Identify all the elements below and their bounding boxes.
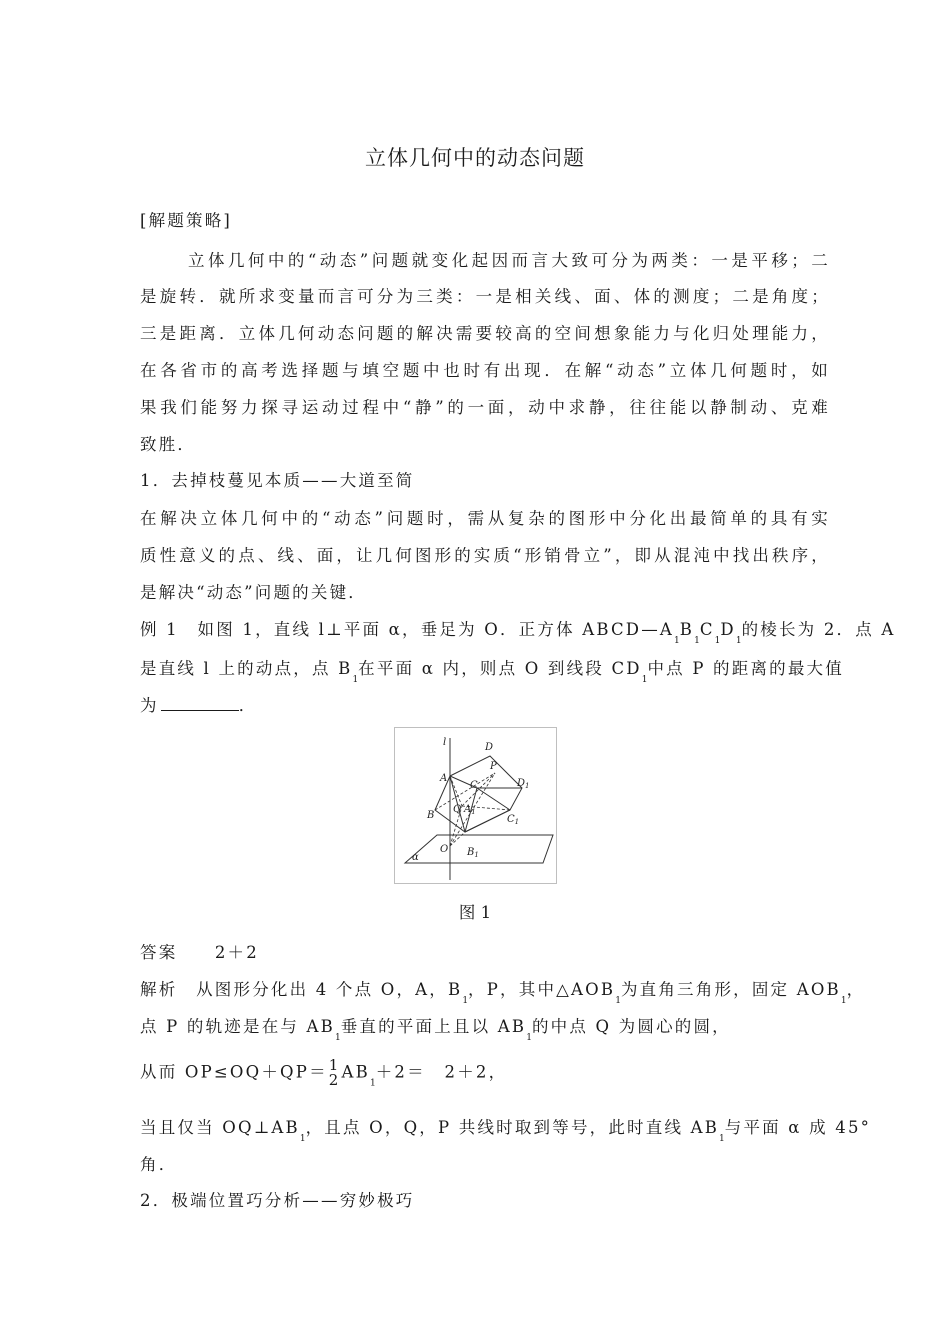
subscript: 1 (352, 675, 359, 685)
analysis-line-5: 角． (140, 1155, 178, 1174)
answer-label: 答案 (140, 943, 178, 962)
label-a1: $A_1$ (464, 804, 476, 816)
analysis-text: 垂直的平面上且以 AB (340, 1017, 527, 1036)
subscript: 1 (370, 1078, 376, 1089)
label-a: A (440, 773, 448, 784)
analysis-text: ， (846, 980, 866, 999)
subscript: 1 (674, 636, 680, 646)
example1-line-3: 为 ． (140, 696, 258, 715)
subscript: 1 (735, 636, 742, 646)
section1-line-2: 质性意义的点、线、面，让几何图形的实质“形销骨立”，即从混沌中找出秩序， (140, 546, 830, 565)
example1-text: 在平面 α 内，则点 O 到线段 CD (358, 659, 642, 678)
example1-line-1 (140, 616, 896, 646)
example1-line-2 (140, 655, 844, 685)
label-b1: $B_1$ (467, 847, 479, 859)
strategy-heading: [解题策略] (140, 211, 233, 230)
cube-diagram (395, 728, 556, 883)
subscript: 1 (714, 636, 721, 646)
analysis-text: ，且点 O，Q，P 共线时取到等号，此时直线 AB (305, 1118, 720, 1137)
plane-alpha (405, 835, 553, 863)
example1-text: D (720, 620, 736, 639)
figure-1 (394, 727, 557, 884)
label-c: C (470, 780, 478, 791)
section1-line-3: 是解决“动态”问题的关键． (140, 583, 367, 602)
example1-text: 例 1 如图 1，直线 l⊥平面 α，垂足为 O．正方体 ABCD—A (140, 620, 675, 639)
example1-text: 中点 P 的距离的最大值 (647, 659, 844, 678)
example1-text: 的棱长为 2．点 A (741, 620, 896, 639)
subscript: 1 (694, 636, 700, 646)
analysis-text: 的中点 Q 为圆心的圆， (531, 1017, 731, 1036)
subscript: 1 (615, 996, 621, 1006)
intro-line-2: 是旋转．就所求变量而言可分为三类：一是相关线、面、体的测度；二是角度； (140, 287, 830, 306)
analysis-text: 与平面 α 成 45° (724, 1118, 872, 1137)
label-c1: $C_1$ (507, 814, 520, 826)
label-d1: $D_1$ (517, 778, 530, 790)
analysis-line-4 (140, 1114, 872, 1144)
subscript: 1 (462, 996, 469, 1006)
subscript: 1 (719, 1134, 725, 1144)
analysis-text: 从而 OP≤OQ＋QP＝ (140, 1062, 328, 1082)
label-l: l (443, 737, 447, 748)
page-title: 立体几何中的动态问题 (365, 146, 585, 170)
answer-blank (161, 710, 239, 711)
label-o: O (440, 844, 449, 855)
figure-caption: 图 1 (458, 903, 492, 922)
subscript: 1 (840, 996, 847, 1006)
subscript: 1 (334, 1033, 341, 1043)
section2-heading: 2．极端位置巧分析——穷妙极巧 (140, 1191, 415, 1210)
subscript: 1 (299, 1134, 306, 1144)
fraction-half: 1 2 (328, 1056, 341, 1089)
analysis-text: 为直角三角形，固定 AOB (620, 980, 841, 999)
example1-text: C (699, 620, 715, 639)
analysis-line-1 (140, 976, 866, 1006)
section1-line-1: 在解决立体几何中的“动态”问题时，需从复杂的图形中分化出最简单的具有实 (140, 509, 830, 528)
example1-text: 为 (140, 696, 159, 715)
subscript: 1 (526, 1033, 532, 1043)
analysis-line-2 (140, 1013, 830, 1043)
analysis-text: 解析 从图形分化出 4 个点 O，A，B (140, 980, 463, 999)
intro-line-3: 三是距离．立体几何动态问题的解决需要较高的空间想象能力与化归处理能力， (140, 324, 830, 343)
label-d: D (485, 742, 494, 753)
analysis-text: ，P，其中△AOB (468, 980, 616, 999)
analysis-text: ＋2＝ 2＋2， (375, 1062, 508, 1082)
intro-line-5: 果我们能努力探寻运动过程中“静”的一面，动中求静，往往能以静制动、克难 (140, 398, 830, 417)
analysis-text: 当且仅当 OQ⊥AB (140, 1118, 300, 1137)
example1-text: 是直线 l 上的动点，点 B (140, 659, 353, 678)
intro-line-6: 致胜． (140, 435, 197, 454)
answer-value: 2＋2 (214, 943, 259, 962)
label-q: Q (453, 804, 462, 815)
label-alpha: α (412, 852, 419, 863)
analysis-line-3 (140, 1058, 830, 1089)
example1-text: B (679, 620, 695, 639)
answer-line (140, 939, 830, 963)
intro-line-4: 在各省市的高考选择题与填空题中也时有出现．在解“动态”立体几何题时，如 (140, 361, 830, 380)
label-b: B (427, 810, 435, 821)
intro-line-1: 立体几何中的“动态”问题就变化起因而言大致可分为两类：一是平移；二 (188, 251, 830, 270)
analysis-text: AB (341, 1062, 370, 1082)
subscript: 1 (641, 675, 648, 685)
label-p: P (490, 761, 497, 772)
section1-heading: 1．去掉枝蔓见本质——大道至简 (140, 471, 415, 490)
analysis-text: 点 P 的轨迹是在与 AB (140, 1017, 335, 1036)
